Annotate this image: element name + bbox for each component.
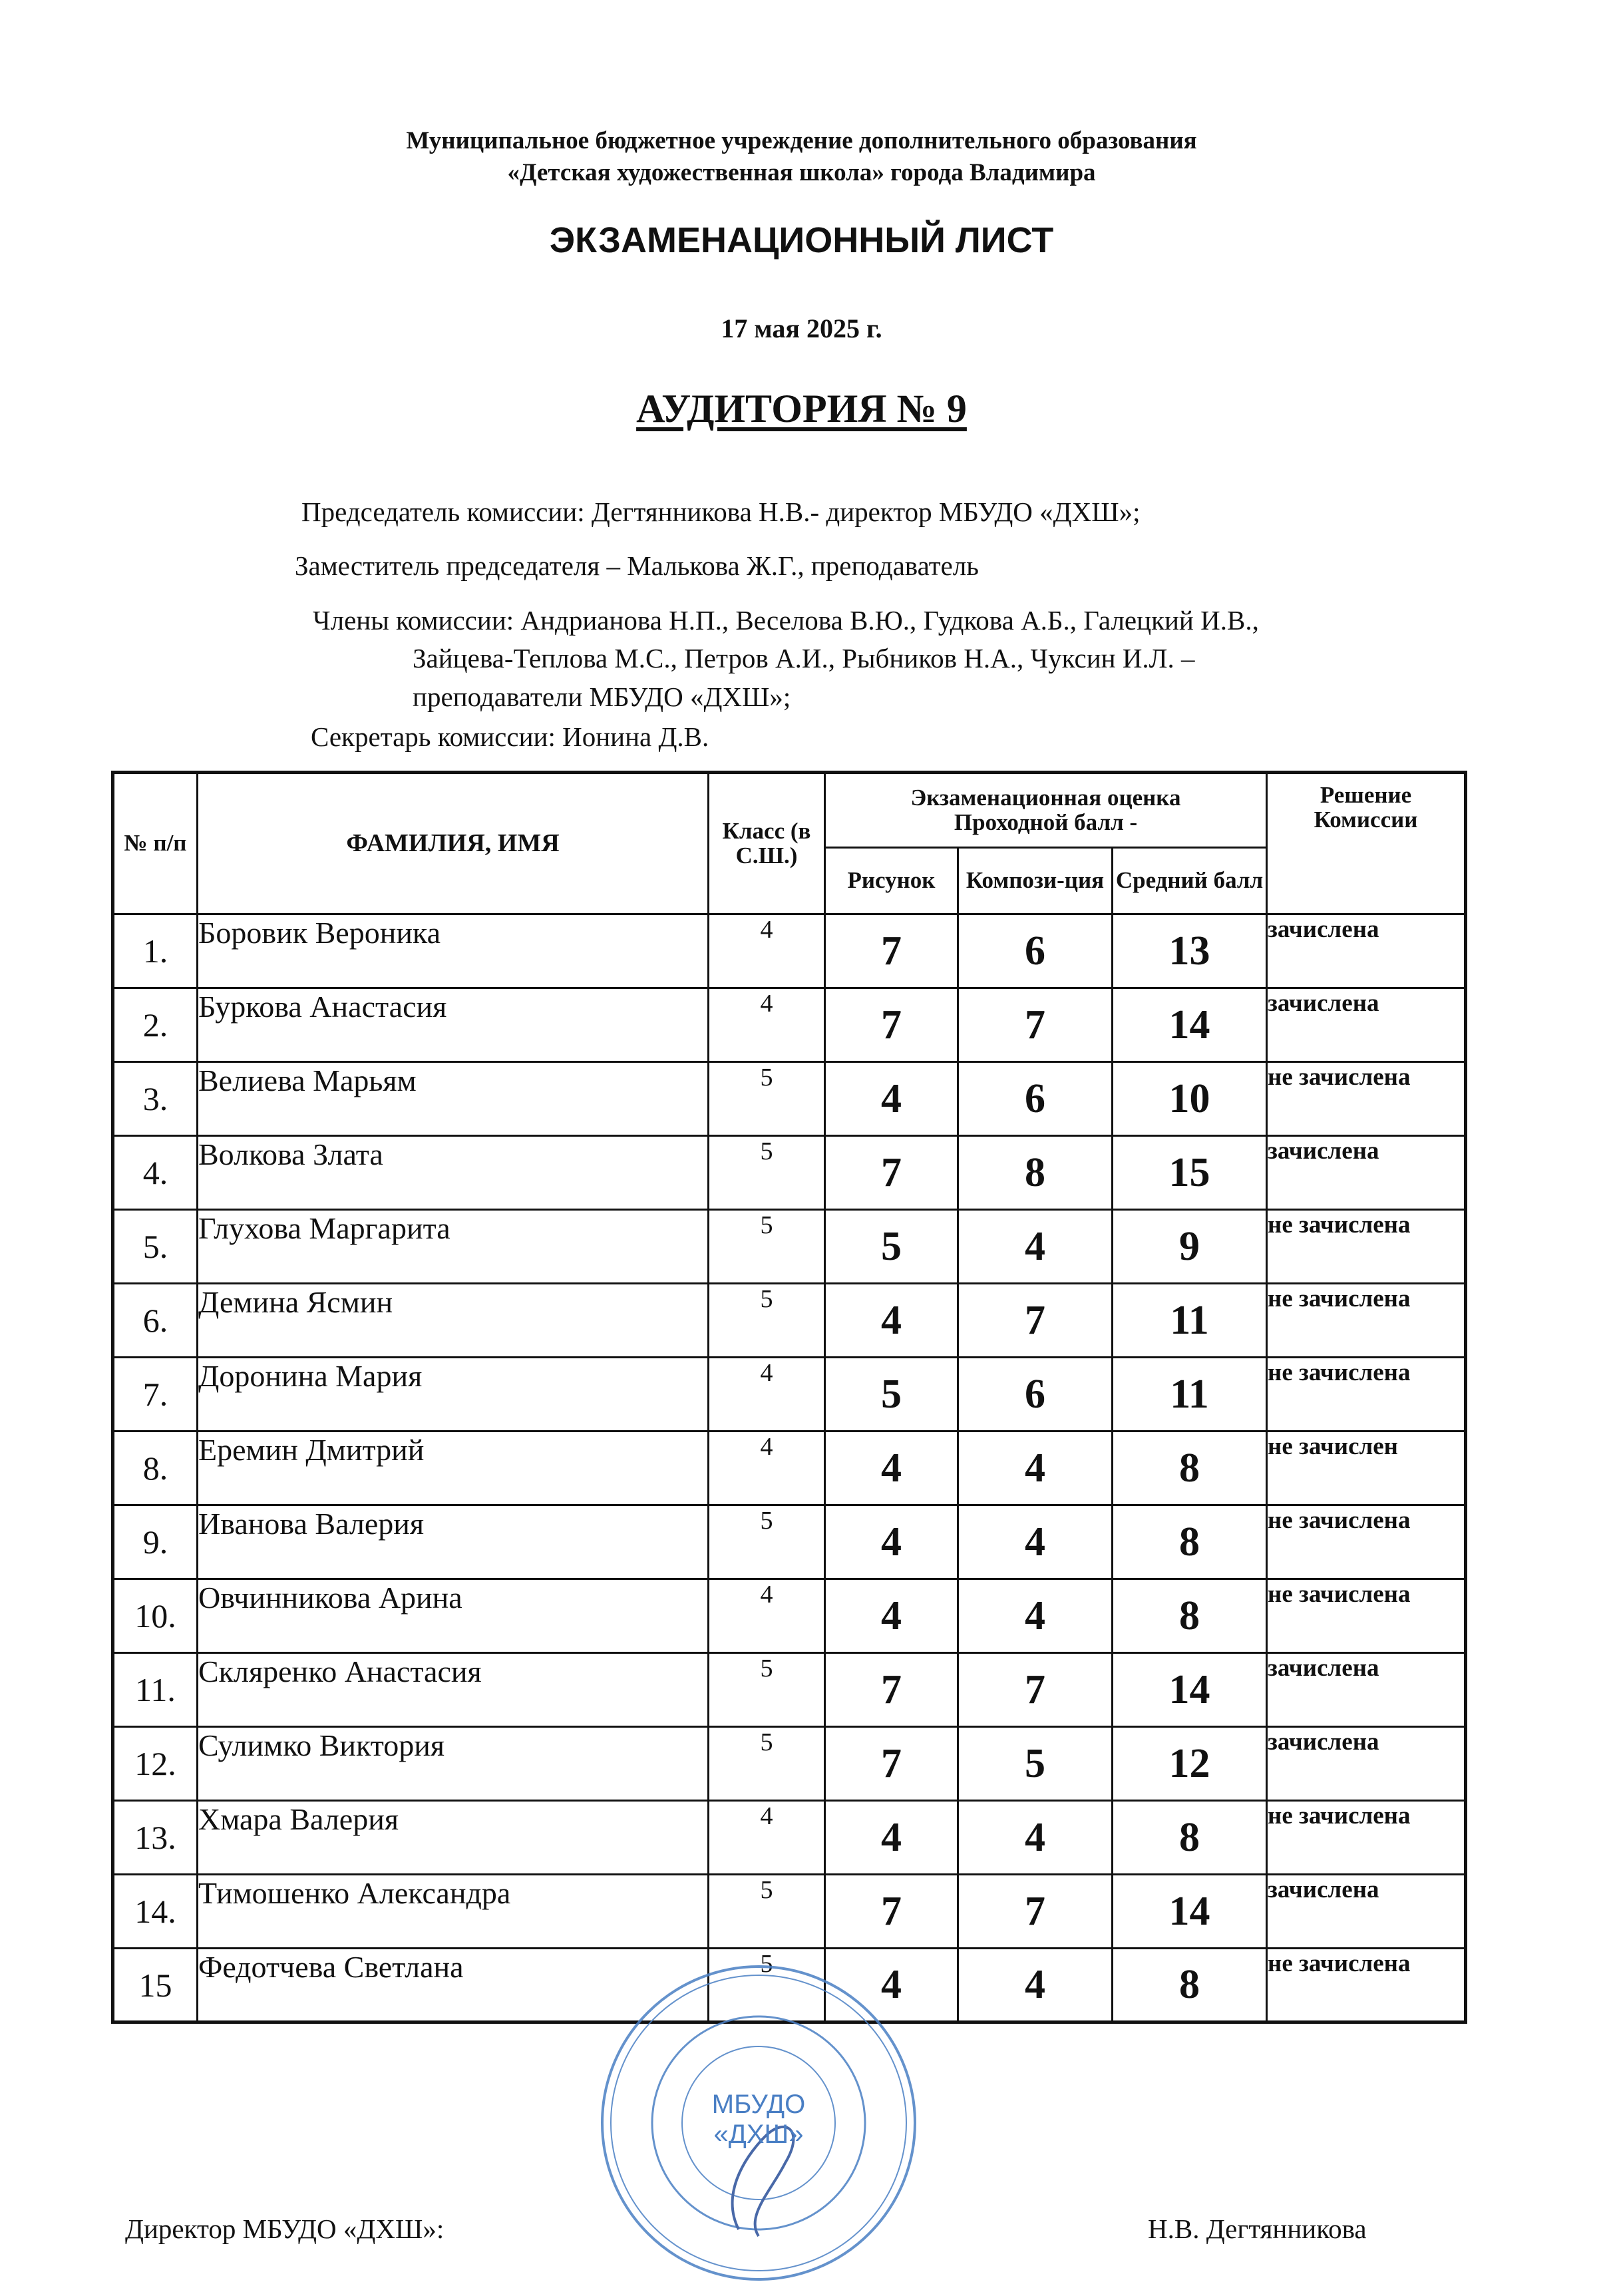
commission-decision: не зачислена [1267, 1579, 1466, 1653]
header-commission-decision: Решение Комиссии [1267, 773, 1466, 914]
student-name: Овчинникова Арина [198, 1579, 709, 1653]
composition-grade: 5 [958, 1727, 1113, 1801]
composition-grade: 6 [958, 1062, 1113, 1136]
row-number: 6. [113, 1284, 198, 1358]
student-class: 4 [709, 914, 825, 988]
table-row [113, 1358, 1466, 1432]
average-score: 14 [1113, 1653, 1267, 1727]
table-row [113, 1505, 1466, 1579]
school-seal-stamp [586, 1950, 932, 2296]
commission-members-line2: Зайцева-Теплова М.С., Петров А.И., Рыбников Н.А., Чуксин И.Л. – [413, 643, 1195, 673]
drawing-grade: 4 [825, 1432, 958, 1505]
stamp-text-line2: «ДХШ» [713, 2120, 804, 2149]
student-class: 4 [709, 1432, 825, 1505]
table-row [113, 1875, 1466, 1949]
commission-secretary: Секретарь комиссии: Ионина Д.В. [311, 721, 709, 752]
student-name: Еремин Дмитрий [198, 1432, 709, 1505]
header-composition: Компози-ция [958, 848, 1113, 914]
commission-chairman: Председатель комиссии: Дегтянникова Н.В.- директор МБУДО «ДХШ»; [301, 496, 1141, 527]
row-number: 5. [113, 1210, 198, 1284]
average-score: 9 [1113, 1210, 1267, 1284]
average-score: 8 [1113, 1801, 1267, 1875]
table-row [113, 1653, 1466, 1727]
average-score: 11 [1113, 1358, 1267, 1432]
average-score: 12 [1113, 1727, 1267, 1801]
header-exam-grade-line2: Проходной балл - [954, 809, 1138, 835]
drawing-grade: 5 [825, 1358, 958, 1432]
student-name: Скляренко Анастасия [198, 1653, 709, 1727]
composition-grade: 4 [958, 1579, 1113, 1653]
composition-grade: 8 [958, 1136, 1113, 1210]
composition-grade: 4 [958, 1505, 1113, 1579]
table-row [113, 1136, 1466, 1210]
drawing-grade: 7 [825, 1875, 958, 1949]
table-row [113, 1062, 1466, 1136]
commission-decision: зачислена [1267, 988, 1466, 1062]
table-row [113, 1727, 1466, 1801]
commission-decision: зачислена [1267, 1136, 1466, 1210]
student-class: 5 [709, 1505, 825, 1579]
commission-decision: зачислена [1267, 1875, 1466, 1949]
commission-decision: не зачислена [1267, 1949, 1466, 2022]
student-name: Демина Ясмин [198, 1284, 709, 1358]
student-name: Волкова Злата [198, 1136, 709, 1210]
student-class: 5 [709, 1284, 825, 1358]
row-number: 9. [113, 1505, 198, 1579]
student-name: Федотчева Светлана [198, 1949, 709, 2022]
student-class: 4 [709, 1358, 825, 1432]
row-number: 3. [113, 1062, 198, 1136]
average-score: 13 [1113, 914, 1267, 988]
org-name-line2: «Детская художественная школа» города Владимира [507, 159, 1096, 186]
commission-decision: не зачислена [1267, 1358, 1466, 1432]
student-name: Тимошенко Александра [198, 1875, 709, 1949]
student-name: Глухова Маргарита [198, 1210, 709, 1284]
drawing-grade: 4 [825, 1801, 958, 1875]
drawing-grade: 5 [825, 1210, 958, 1284]
row-number: 2. [113, 988, 198, 1062]
row-number: 12. [113, 1727, 198, 1801]
student-class: 5 [709, 1136, 825, 1210]
commission-decision: не зачислена [1267, 1505, 1466, 1579]
commission-members-line3: преподаватели МБУДО «ДХШ»; [413, 681, 791, 712]
average-score: 14 [1113, 1875, 1267, 1949]
header-row-number: № п/п [113, 773, 198, 914]
table-row [113, 914, 1466, 988]
table-row [113, 1801, 1466, 1875]
commission-decision: зачислена [1267, 914, 1466, 988]
drawing-grade: 4 [825, 1579, 958, 1653]
table-row [113, 1284, 1466, 1358]
student-class: 4 [709, 1579, 825, 1653]
row-number: 10. [113, 1579, 198, 1653]
student-class: 5 [709, 1875, 825, 1949]
average-score: 14 [1113, 988, 1267, 1062]
average-score: 8 [1113, 1949, 1267, 2022]
average-score: 10 [1113, 1062, 1267, 1136]
row-number: 7. [113, 1358, 198, 1432]
commission-decision: не зачислена [1267, 1062, 1466, 1136]
table-row [113, 1210, 1466, 1284]
row-number: 8. [113, 1432, 198, 1505]
header-exam-grade [825, 773, 1267, 848]
composition-grade: 7 [958, 1284, 1113, 1358]
header-exam-grade-line1: Экзаменационная оценка [910, 784, 1181, 811]
stamp-text-line1: МБУДО [711, 2090, 806, 2119]
row-number: 11. [113, 1653, 198, 1727]
student-name: Боровик Вероника [198, 914, 709, 988]
commission-decision: не зачислена [1267, 1284, 1466, 1358]
table-row [113, 1432, 1466, 1505]
exam-results-table [111, 771, 1467, 2024]
student-class: 5 [709, 1210, 825, 1284]
composition-grade: 4 [958, 1801, 1113, 1875]
composition-grade: 7 [958, 988, 1113, 1062]
table-row [113, 988, 1466, 1062]
row-number: 14. [113, 1875, 198, 1949]
table-row [113, 1579, 1466, 1653]
student-class: 5 [709, 1949, 825, 2022]
commission-decision: не зачислена [1267, 1801, 1466, 1875]
student-class: 5 [709, 1653, 825, 1727]
composition-grade: 6 [958, 914, 1113, 988]
org-name-line1: Муниципальное бюджетное учреждение дополнительного образования [406, 127, 1197, 154]
header-full-name: ФАМИЛИЯ, ИМЯ [198, 773, 709, 914]
auditorium-number: АУДИТОРИЯ № 9 [636, 387, 967, 431]
average-score: 8 [1113, 1432, 1267, 1505]
student-class: 5 [709, 1062, 825, 1136]
director-name: Н.В. Дегтянникова [1148, 2213, 1367, 2244]
exam-date: 17 мая 2025 г. [721, 313, 882, 343]
student-class: 4 [709, 988, 825, 1062]
row-number: 4. [113, 1136, 198, 1210]
drawing-grade: 7 [825, 1136, 958, 1210]
average-score: 8 [1113, 1505, 1267, 1579]
drawing-grade: 4 [825, 1062, 958, 1136]
drawing-grade: 4 [825, 1505, 958, 1579]
student-name: Сулимко Виктория [198, 1727, 709, 1801]
composition-grade: 4 [958, 1210, 1113, 1284]
student-name: Хмара Валерия [198, 1801, 709, 1875]
drawing-grade: 4 [825, 1949, 958, 2022]
commission-decision: зачислена [1267, 1727, 1466, 1801]
row-number: 1. [113, 914, 198, 988]
drawing-grade: 7 [825, 988, 958, 1062]
composition-grade: 4 [958, 1949, 1113, 2022]
student-class: 5 [709, 1727, 825, 1801]
header-class: Класс (в С.Ш.) [709, 773, 825, 914]
average-score: 11 [1113, 1284, 1267, 1358]
commission-members-line1: Члены комиссии: Андрианова Н.П., Веселова В.Ю., Гудкова А.Б., Галецкий И.В., [313, 605, 1259, 636]
composition-grade: 4 [958, 1432, 1113, 1505]
student-name: Буркова Анастасия [198, 988, 709, 1062]
student-name: Велиева Марьям [198, 1062, 709, 1136]
commission-decision: зачислена [1267, 1653, 1466, 1727]
commission-deputy: Заместитель председателя – Малькова Ж.Г., преподаватель [295, 550, 980, 581]
document-title: ЭКЗАМЕНАЦИОННЫЙ ЛИСТ [549, 220, 1054, 260]
commission-decision: не зачислен [1267, 1432, 1466, 1505]
drawing-grade: 7 [825, 1727, 958, 1801]
director-label: Директор МБУДО «ДХШ»: [125, 2213, 445, 2244]
composition-grade: 6 [958, 1358, 1113, 1432]
drawing-grade: 7 [825, 1653, 958, 1727]
average-score: 8 [1113, 1579, 1267, 1653]
row-number: 13. [113, 1801, 198, 1875]
drawing-grade: 4 [825, 1284, 958, 1358]
student-name: Иванова Валерия [198, 1505, 709, 1579]
average-score: 15 [1113, 1136, 1267, 1210]
student-class: 4 [709, 1801, 825, 1875]
composition-grade: 7 [958, 1875, 1113, 1949]
composition-grade: 7 [958, 1653, 1113, 1727]
header-drawing: Рисунок [825, 848, 958, 914]
drawing-grade: 7 [825, 914, 958, 988]
row-number: 15 [113, 1949, 198, 2022]
student-name: Доронина Мария [198, 1358, 709, 1432]
commission-decision: не зачислена [1267, 1210, 1466, 1284]
header-average-score: Средний балл [1113, 848, 1267, 914]
